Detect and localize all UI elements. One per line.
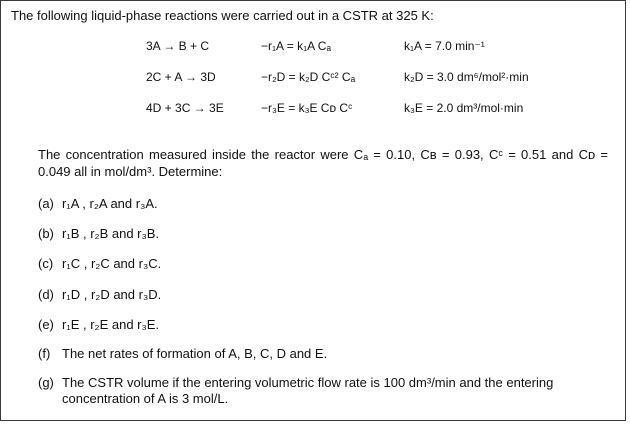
question-item-e — [38, 317, 159, 333]
reaction-3-constant: k₃E = 2.0 dm³/mol·min — [404, 101, 524, 115]
item-text: The net rates of formation of A, B, C, D and E. — [62, 346, 328, 361]
reaction-2-rate-law: −r₂D = k₂D Cᶜ² Cₐ — [261, 70, 356, 84]
reaction-2-equation: 2C + A → 3D — [146, 70, 216, 84]
question-item-g — [38, 375, 608, 407]
question-item-d — [38, 287, 161, 303]
question-item-b — [38, 226, 159, 242]
item-label: (a) — [38, 196, 54, 211]
item-text: r₁E , r₂E and r₃E. — [62, 317, 160, 332]
item-label: (f) — [38, 346, 51, 361]
item-label: (c) — [38, 256, 54, 271]
reaction-2-constant: k₂D = 3.0 dm⁶/mol²·min — [404, 70, 529, 84]
item-text: r₁A , r₂A and r₃A. — [62, 196, 158, 211]
item-text: r₁C , r₂C and r₃C. — [62, 256, 162, 271]
reaction-3-equation: 4D + 3C → 3E — [146, 101, 224, 115]
question-item-a — [38, 196, 158, 212]
reaction-1-equation: 3A → B + C — [146, 39, 210, 53]
item-label: (d) — [38, 287, 54, 302]
item-label: (b) — [38, 226, 54, 241]
item-text: r₁B , r₂B and r₃B. — [62, 226, 160, 241]
reaction-1-constant: k₁A = 7.0 min⁻¹ — [404, 39, 485, 53]
item-text: r₁D , r₂D and r₃D. — [62, 287, 162, 302]
intro-text: The following liquid-phase reactions were carried out in a CSTR at 325 K: — [11, 8, 434, 23]
concentration-paragraph: The concentration measured inside the reactor were Cₐ = 0.10, Cʙ = 0.93, Cᶜ = 0.51 and Cᴅ = 0.049 all in mol/dm³. Determine: — [38, 147, 608, 179]
reaction-3-rate-law: −r₃E = k₃E Cᴅ Cᶜ — [261, 101, 353, 115]
item-label: (e) — [38, 317, 54, 332]
item-label: (g) — [38, 375, 54, 390]
question-item-f — [38, 346, 327, 362]
question-item-c — [38, 256, 161, 272]
item-text: The CSTR volume if the entering volumetric flow rate is 100 dm³/min and the entering concentration of A is 3 mol/L. — [62, 375, 554, 406]
reaction-1-rate-law: −r₁A = k₁A Cₐ — [261, 39, 331, 53]
